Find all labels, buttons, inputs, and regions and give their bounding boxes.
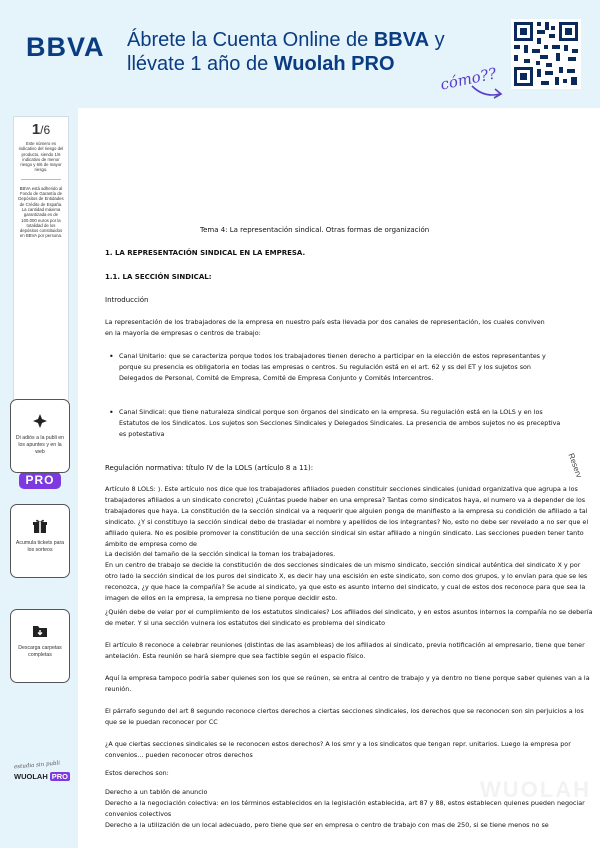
risk-description: Este número es indicativo del riesgo del producto, siendo 1/6 indicativo de menor riesgo y 6/6 de mayor riesgo. bbox=[18, 141, 64, 173]
risk-indicator bbox=[13, 116, 69, 416]
estudia-tagline: estudia sin publi bbox=[13, 760, 61, 771]
deposit-guarantee-text: BBVA está adherido al Fondo de Garantía de Depósitos de Entidades de Crédito de España. La cantidad máxima garantizada es de 100.000 euros por la totalidad de los depósitos constituidos en BBVA por persona. bbox=[18, 185, 64, 239]
ad-banner[interactable] bbox=[0, 0, 600, 108]
bbva-logo: BBVA bbox=[26, 32, 105, 62]
intro-paragraph: La representación de los trabajadores de la empresa en nuestro país esta llevada por dos canales de representación, los cuales conviven en la mayoría de empresas o centros de trabajo: bbox=[105, 318, 545, 337]
document-title: Tema 4: La representación sindical. Otras formas de organización bbox=[200, 226, 430, 234]
banner-line1: Ábrete la Cuenta Online de bbox=[127, 29, 374, 51]
risk-number: 1 bbox=[31, 121, 41, 138]
bullet-canal-sindical: • Canal Sindical: que tiene naturaleza sindical porque son órganos del sindicato en la empresa. Su regulación está en la LOLS y en los Estatutos de los Sindicatos. Los sujetos son Secciones Sindicales y Delegados Sindicales. La presencia de ambos sujetos no es preceptiva es potestativa bbox=[119, 407, 566, 440]
privacy-paragraph: Aquí la empresa tampoco podría saber quienes son los que se reúnen, se entra al centro de trabajo y ya dentro no tiene porque saber quienes van a la reunión. bbox=[105, 674, 590, 693]
reserved-watermark: Reserv bbox=[566, 452, 584, 479]
qr-code-icon[interactable] bbox=[511, 19, 581, 89]
meetings-paragraph: El artículo 8 reconoce a celebrar reuniones (distintas de las asambleas) de los afiliados al sindicato, previa notificación al empresario, tiene que tener antelación. Esta reunión se hará siempre que sea factible según el espacio físico. bbox=[105, 641, 585, 660]
intro-heading: Introducción bbox=[105, 296, 149, 304]
wuolah-pro-tag: PRO bbox=[51, 772, 69, 781]
section-heading-1-1: 1.1. LA SECCIÓN SINDICAL: bbox=[105, 273, 212, 281]
banner-headline bbox=[127, 28, 467, 76]
wuolah-wordmark: WUOLAH bbox=[14, 772, 48, 781]
no-ads-icon bbox=[32, 413, 48, 429]
gift-icon bbox=[32, 518, 48, 534]
folder-download-icon bbox=[32, 623, 48, 639]
rights-paragraph: El párrafo segundo del art 8 segundo reconoce ciertos derechos a ciertas secciones sindicales, los derechos que se reconocen son sin perjuicios a los que se le puedan reconocer por CC bbox=[105, 707, 584, 726]
right-local: Derecho a la utilización de un local adecuado, pero tiene que ser en empresa o centro de trabajo con mas de 250, si se tiene menos no se bbox=[105, 821, 549, 829]
banner-brand-bbva: BBVA bbox=[373, 29, 430, 51]
wuolah-pro-logo bbox=[14, 772, 70, 781]
divider bbox=[21, 179, 61, 180]
tickets-label: Acumula tickets para los sorteos bbox=[15, 540, 65, 553]
banner-brand-wuolah: Wuolah PRO bbox=[273, 53, 395, 75]
download-card[interactable] bbox=[10, 609, 70, 683]
banner-line2: llévate 1 año de bbox=[127, 53, 274, 75]
no-ads-label: Di adiós a la publi en los apuntes y en la web bbox=[15, 435, 65, 455]
article-8-paragraph: Artículo 8 LOLS: ). Este artículo nos dice que los trabajadores afiliados pueden constituir secciones sindicales (unidad organizativa que agrupa a los trabajadores afiliados a un sindicato concreto) ¿Cuántas puede haber en una empresa? Tantas como sindicatos haya, el numero va a depender de los trabajadores que haya. La constitución de la sección sindical va a requerir que alguien ponga de manifiesto a la empresa su condición de afiliado a tal sindicato. ¿Y si constituyo la sección sindical debo de trasladar el nombre y apellidos de los integrantes? No, esto no debe ser revelado a no ser que el afiliado quiera. No es posible promover la constitución de una sección sindical sin estar afiliado a ningún sindicato. Las secciones pueden tener tanto ámbito de empresa como de bbox=[105, 485, 589, 548]
right-collective-bargaining: Derecho a la negociación colectiva: en los términos establecidos en la legislación establecida, art 87 y 88, estos establecen quienes pueden negociar convenios colectivos bbox=[105, 799, 585, 818]
split-example-paragraph: En un centro de trabajo se decide la constitución de dos secciones sindicales de un mismo sindicato, sección sindical auténtica del sindicato X y por otro lado la sección sindical de los puros del sindicato X, es decir hay una escisión en este sindicato, son como dos grupos, y lo envían para que se les reconozca, ¿y que hace la compañía? Se acude al sindicato, ya que esto es asunto interno del sindicato, y cual de estos dos reconoce para que sea la imagen de ellos en la empresa, la empresa no tiene porque decidir esto. bbox=[105, 561, 588, 602]
pro-badge[interactable]: PRO bbox=[19, 472, 61, 489]
banner-line1-end: y bbox=[429, 29, 445, 51]
right-notice-board: Derecho a un tablón de anuncio bbox=[105, 788, 208, 796]
regulacion-heading: Regulación normativa: título IV de la LOLS (artículo 8 a 11): bbox=[105, 464, 314, 472]
wuolah-watermark: WUOLAH bbox=[480, 777, 591, 802]
download-label: Descarga carpetas completas bbox=[18, 645, 62, 658]
section-heading-1: 1. LA REPRESENTACIÓN SINDICAL EN LA EMPRESA. bbox=[105, 249, 306, 257]
como-handwritten: cómo?? bbox=[438, 64, 499, 94]
risk-score bbox=[17, 121, 65, 138]
rights-intro: Estos derechos son: bbox=[105, 769, 169, 777]
risk-denominator: /6 bbox=[40, 123, 51, 137]
bullet-canal-unitario: • Canal Unitario: que se caracteriza porque todos los trabajadores tienen derecho a participar en la elección de estos representantes y porque su presencia es obligatoria en todas las empresas o centros. Su regulación está en el art. 62 y ss del ET y los sujetos son Delegados de Personal, Comité de Empresa, Comité de Empresa Conjunto y Comités Intercentros. bbox=[119, 351, 566, 384]
arrow-icon bbox=[470, 82, 506, 102]
which-sections-paragraph: ¿A que ciertas secciones sindicales se le reconocen estos derechos? A los smr y a los sindicatos que tengan repr. unitarios. Luego la empresa por convenios... pueden reconocer otros derechos bbox=[105, 740, 571, 759]
sidebar bbox=[0, 108, 78, 848]
size-decision-paragraph: La decisión del tamaño de la sección sindical la toman los trabajadores. bbox=[105, 550, 336, 558]
statutes-paragraph: ¿Quién debe de velar por el cumplimiento de los estatutos sindicales? Los afiliados del sindicato, y en estos asuntos internos la compañía no se debería de meter. Y si una sección vulnera los estatutos del sindicato es problema del sindicato bbox=[105, 608, 593, 627]
no-ads-card[interactable] bbox=[10, 399, 70, 473]
tickets-card[interactable] bbox=[10, 504, 70, 578]
